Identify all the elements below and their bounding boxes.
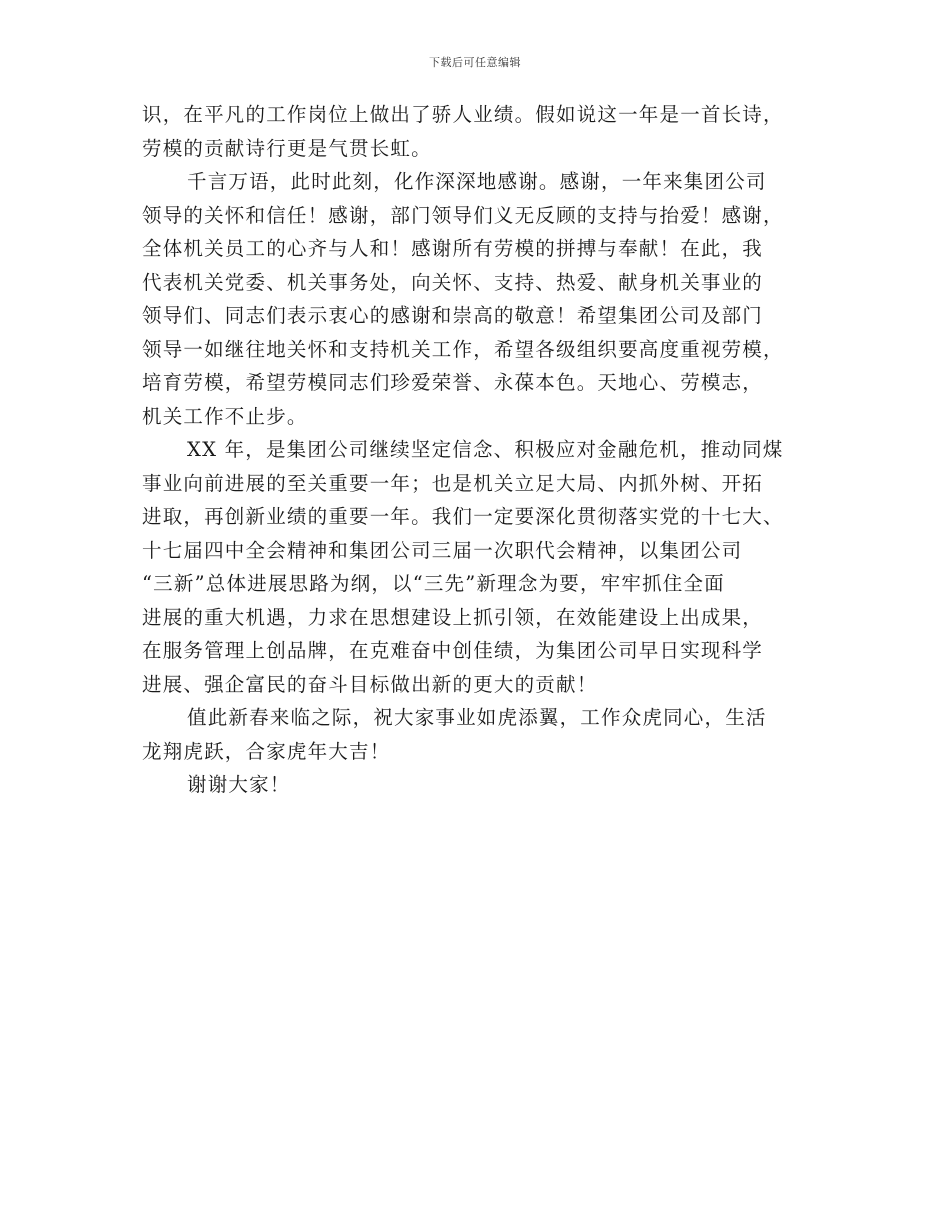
text-line: 进展、强企富民的奋斗目标做出新的更大的贡献！: [142, 672, 598, 696]
paragraph-start-line: 值此新春来临之际，祝大家事业如虎添翼，工作众虎同心，生活: [187, 706, 767, 729]
text-line: 劳模的贡献诗行更是气贯长虹。: [142, 136, 432, 160]
text-line: “三新”总体进展思路为纲，以“三先”新理念为要，牢牢抓住全面: [142, 572, 725, 595]
document-body: [142, 98, 806, 802]
text-line: 领导一如继往地关怀和支持机关工作，希望各级组织要高度重视劳模，: [142, 337, 784, 361]
text-line: 在服务管理上创品牌，在克难奋中创佳绩，为集团公司早日实现科学: [142, 639, 764, 662]
paragraph-start-line: 谢谢大家！: [187, 773, 291, 796]
text-line: 识，在平凡的工作岗位上做出了骄人业绩。假如说这一年是一首长诗，: [142, 103, 784, 126]
text-line: 龙翔虎跃，合家虎年大吉！: [142, 739, 391, 763]
paragraph-start-line: XX 年，是集团公司继续坚定信念、积极应对金融危机，推动同煤: [187, 438, 784, 461]
text-line: 领导们、同志们表示衷心的感谢和崇高的敬意！希望集团公司及部门: [142, 304, 764, 327]
text-line: 进展的重大机遇，力求在思想建设上抓引领，在效能建设上出成果，: [142, 605, 764, 629]
text-line: 代表机关党委、机关事务处，向关怀、支持、热爱、献身机关事业的: [142, 270, 764, 294]
text-line: 进取，再创新业绩的重要一年。我们一定要深化贯彻落实党的十七大、: [142, 505, 784, 528]
text-line: 培育劳模，希望劳模同志们珍爱荣誉、永葆本色。天地心、劳模志，: [142, 371, 764, 394]
text-line: 事业向前进展的至关重要一年；也是机关立足大局、内抓外树、开拓: [142, 471, 764, 495]
paragraph-start-line: 千言万语，此时此刻，化作深深地感谢。感谢，一年来集团公司: [187, 170, 767, 193]
text-line: 全体机关员工的心齐与人和！感谢所有劳模的拼搏与奉献！在此，我: [142, 237, 764, 260]
text-line: 领导的关怀和信任！感谢，部门领导们义无反顾的支持与抬爱！感谢，: [142, 203, 784, 227]
page-header: 下载后可任意编辑: [429, 56, 521, 69]
text-line: 十七届四中全会精神和集团公司三届一次职代会精神，以集团公司: [142, 538, 743, 562]
text-line: 机关工作不止步。: [142, 404, 308, 428]
